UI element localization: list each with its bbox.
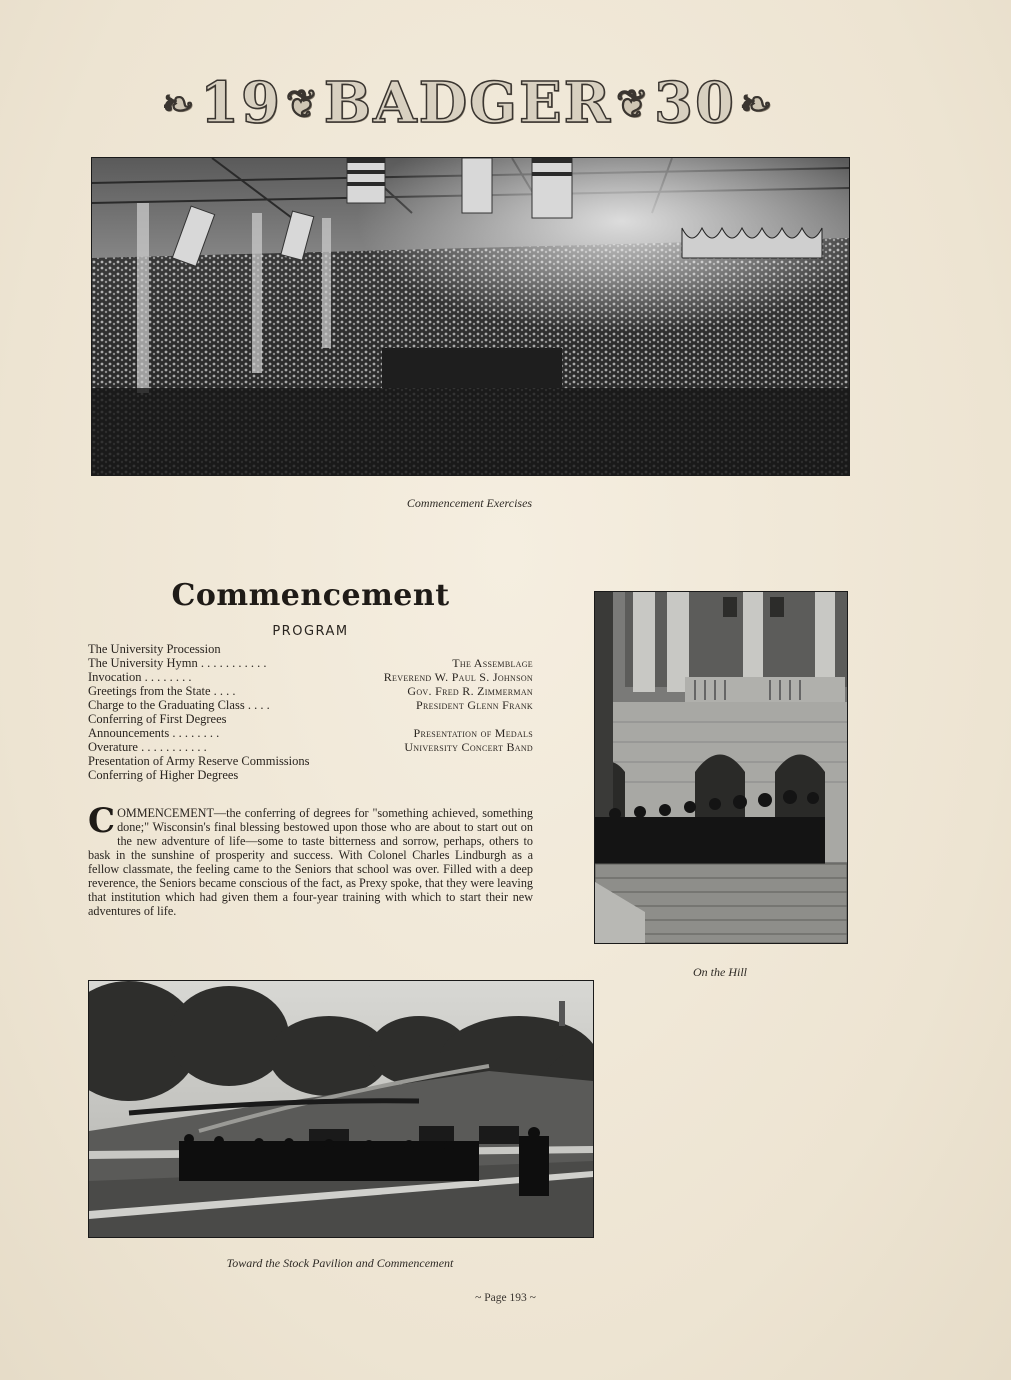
photo-on-the-hill	[594, 591, 848, 944]
program-item: The University Hymn	[88, 656, 198, 670]
program-row	[88, 684, 533, 698]
drop-cap: C	[88, 801, 116, 841]
program-item: Presentation of Army Reserve Commissions	[88, 754, 310, 768]
caption-commencement-exercises: Commencement Exercises	[406, 496, 533, 510]
program-row	[88, 670, 533, 684]
program-item: The University Procession	[88, 642, 221, 656]
program-dots: . . . . . . . . . . .	[200, 656, 267, 670]
program-row	[88, 698, 533, 712]
program-row	[88, 712, 533, 726]
program-performer: University Concert Band	[404, 740, 533, 754]
masthead-title: BADGER	[323, 70, 613, 136]
program-item: Charge to the Graduating Class	[88, 698, 245, 712]
photo-commencement-exercises	[91, 157, 850, 476]
masthead-year-right: 30	[654, 70, 736, 136]
program-item: Conferring of First Degrees	[88, 712, 227, 726]
ornament-icon: ❦	[285, 80, 320, 126]
program-performer: The Assemblage	[452, 656, 533, 670]
caption-on-the-hill: On the Hill	[693, 965, 747, 979]
program-performer: Presentation of Medals	[413, 726, 533, 740]
program-item: Overature	[88, 740, 138, 754]
program-performer: Gov. Fred R. Zimmerman	[407, 684, 533, 698]
article-body	[88, 801, 534, 918]
page-number: ~ Page 193 ~	[475, 1292, 536, 1304]
caption-procession: Toward the Stock Pavilion and Commencement	[226, 1256, 454, 1270]
program-performer: Reverend W. Paul S. Johnson	[383, 670, 533, 684]
program-label: PROGRAM	[272, 624, 349, 639]
program-row	[88, 754, 533, 768]
program-performer: President Glenn Frank	[416, 698, 533, 712]
masthead-year-left: 19	[200, 70, 282, 136]
program-row	[88, 656, 533, 670]
program-dots: . . . .	[213, 684, 236, 698]
ornament-icon: ❦	[616, 80, 651, 126]
program-row	[88, 642, 533, 656]
program-dots: . . . . . . . .	[172, 726, 220, 740]
program-item: Conferring of Higher Degrees	[88, 768, 239, 782]
article-heading: Commencement	[171, 578, 450, 613]
program-item: Invocation	[88, 670, 142, 684]
program-dots: . . . .	[247, 698, 270, 712]
program-dots: . . . . . . . .	[144, 670, 192, 684]
program-dots: . . . . . . . . . . .	[141, 740, 207, 754]
masthead-banner	[88, 70, 848, 136]
program-row	[88, 726, 533, 740]
program-row	[88, 740, 533, 754]
program-item: Announcements	[88, 726, 170, 740]
program-item: Greetings from the State	[88, 684, 211, 698]
photo-procession	[88, 980, 594, 1238]
program-list	[88, 642, 533, 782]
program-row	[88, 768, 533, 782]
ornament-icon: ❧	[739, 80, 774, 126]
article-body-text: OMMENCEMENT—the conferring of degrees for "something achieved, something done;" Wisconsin's final blessing bestowed upon those who are about to start out on the new adventure of life—some to taste bitterness and sorrow, perhaps, others to bask in the sunshine of prosperity and success. With Colonel Charles Lindburgh as a fellow classmate, the feeling came to the Seniors that school was over. Filled with a deep reverence, the Seniors became conscious of the fact, as Prexy spoke, that they were leaving that institution which had given them a four-year training with which to start their new adventures of life.	[88, 806, 534, 918]
ornament-icon: ❧	[162, 80, 197, 126]
